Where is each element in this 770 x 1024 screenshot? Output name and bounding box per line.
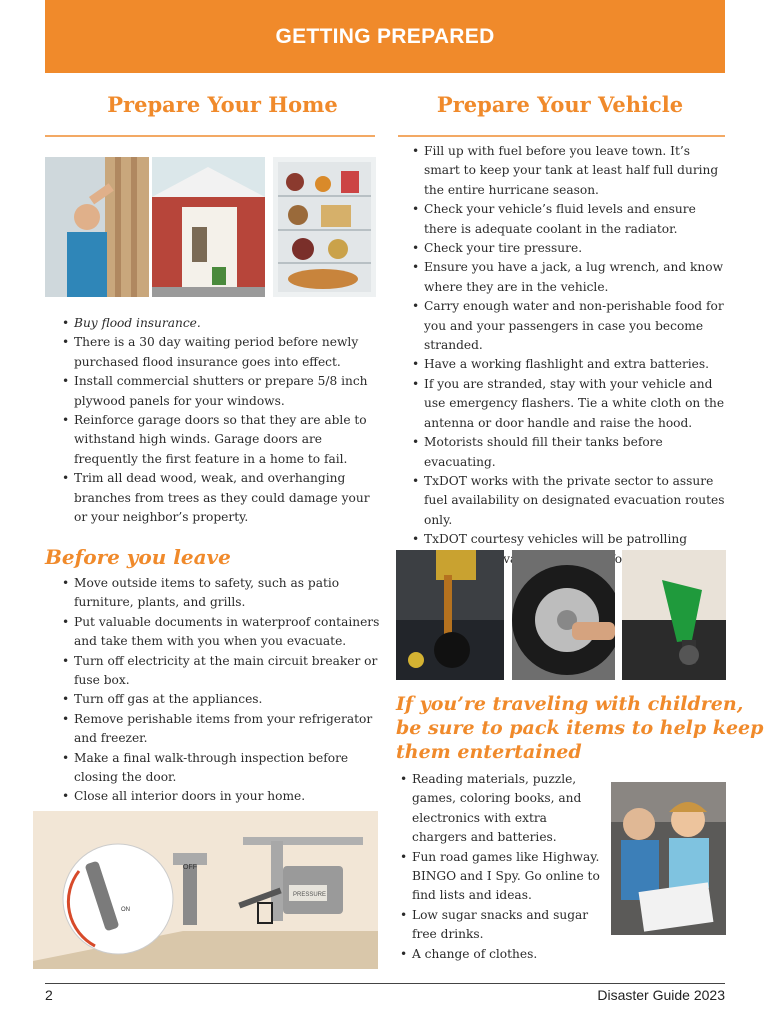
list-item: • Check your vehicle’s fluid levels and ensure there is adequate coolant in the radiator. [412,200,728,239]
children-heading-line-3: them entertained [396,741,582,763]
photo-fuel-nozzle [622,550,726,680]
photo-shed [152,157,265,297]
list-item: • Buy flood insurance. [62,314,382,333]
page-number: 2 [45,987,53,1003]
list-item: • TxDOT courtesy vehicles will be patrolling for [412,530,728,588]
list-item: • Carry enough water and non-perishable food for you and your passengers in case you become stranded. [412,297,728,355]
list-item: • TxDOT works with the private sector to assure fuel availability on designated evacuation routes only. [412,472,728,530]
vehicle-bullet-list [412,142,728,588]
list-item: • Remove perishable items from your refrigerator and freezer. [62,710,382,749]
list-item: • Fill up with fuel before you leave town. It’s smart to keep your tank at least half full during the entire hurricane season. [412,142,728,200]
list-item: • Install commercial shutters or prepare 5/8 inch plywood panels for your windows. [62,372,382,411]
children-heading [396,692,763,764]
photo-children-in-car [611,782,726,935]
photo-tire-pressure [512,550,615,680]
gas-shutoff-diagram [33,811,378,969]
list-item: • If you are stranded, stay with your vehicle and use emergency flashers. Tie a white cloth on the antenna or door handle and raise the hood. [412,375,728,433]
title-banner [45,0,725,73]
publication-title: Disaster Guide 2023 [597,987,725,1003]
list-item: • Reading materials, puzzle, games, coloring books, and electronics with extra chargers and batteries. [400,770,600,848]
children-heading-line-2: be sure to pack items to help keep [396,717,764,739]
list-item: • Motorists should fill their tanks before evacuating. [412,433,728,472]
list-item: • There is a 30 day waiting period before newly purchased flood insurance goes into effect. [62,333,382,372]
list-item: • A change of clothes. [400,945,600,964]
list-item: • Reinforce garage doors so that they are able to withstand high winds. Garage doors are frequently the first feature in a home to fail. [62,411,382,469]
off-label: OFF [183,864,197,871]
list-item: • Low sugar snacks and sugar free drinks. [400,906,600,945]
list-item: • Close all interior doors in your home. [62,787,382,806]
list-item: • Move outside items to safety, such as patio furniture, plants, and grills. [62,574,382,613]
photo-man-shutter [45,157,149,297]
children-heading-line-1: If you’re traveling with children, [396,693,744,715]
list-item: • Turn off gas at the appliances. [62,690,382,709]
footer-rule [45,983,725,984]
photo-oil-pour [396,550,504,680]
photo-refrigerator [273,157,376,297]
list-item: • Fun road games like Highway. BINGO and I Spy. Go online to find lists and ideas. [400,848,600,906]
list-item: • Check your tire pressure. [412,239,728,258]
vehicle-heading-rule [398,135,725,137]
list-item: • Have a working flashlight and extra batteries. [412,355,728,374]
list-item: • Trim all dead wood, weak, and overhanging branches from trees as they could damage your or your neighbor’s property. [62,469,382,527]
home-bullet-list [62,314,382,527]
before-you-leave-heading: Before you leave [45,545,231,569]
list-item: • Turn off electricity at the main circuit breaker or fuse box. [62,652,382,691]
meter-label: PRESSURE [293,892,327,898]
home-heading-rule [45,135,375,137]
prepare-home-heading: Prepare Your Home [107,92,338,117]
prepare-vehicle-heading: Prepare Your Vehicle [436,92,684,117]
on-label: ON [121,907,130,913]
list-item: • Put valuable documents in waterproof containers and take them with you when you evacuate. [62,613,382,652]
banner-title: GETTING PREPARED [275,24,495,48]
list-item: • Make a final walk-through inspection before closing the door. [62,749,382,788]
children-bullet-list [400,770,600,964]
before-bullet-list [62,574,382,807]
list-item: • Ensure you have a jack, a lug wrench, and know where they are in the vehicle. [412,258,728,297]
